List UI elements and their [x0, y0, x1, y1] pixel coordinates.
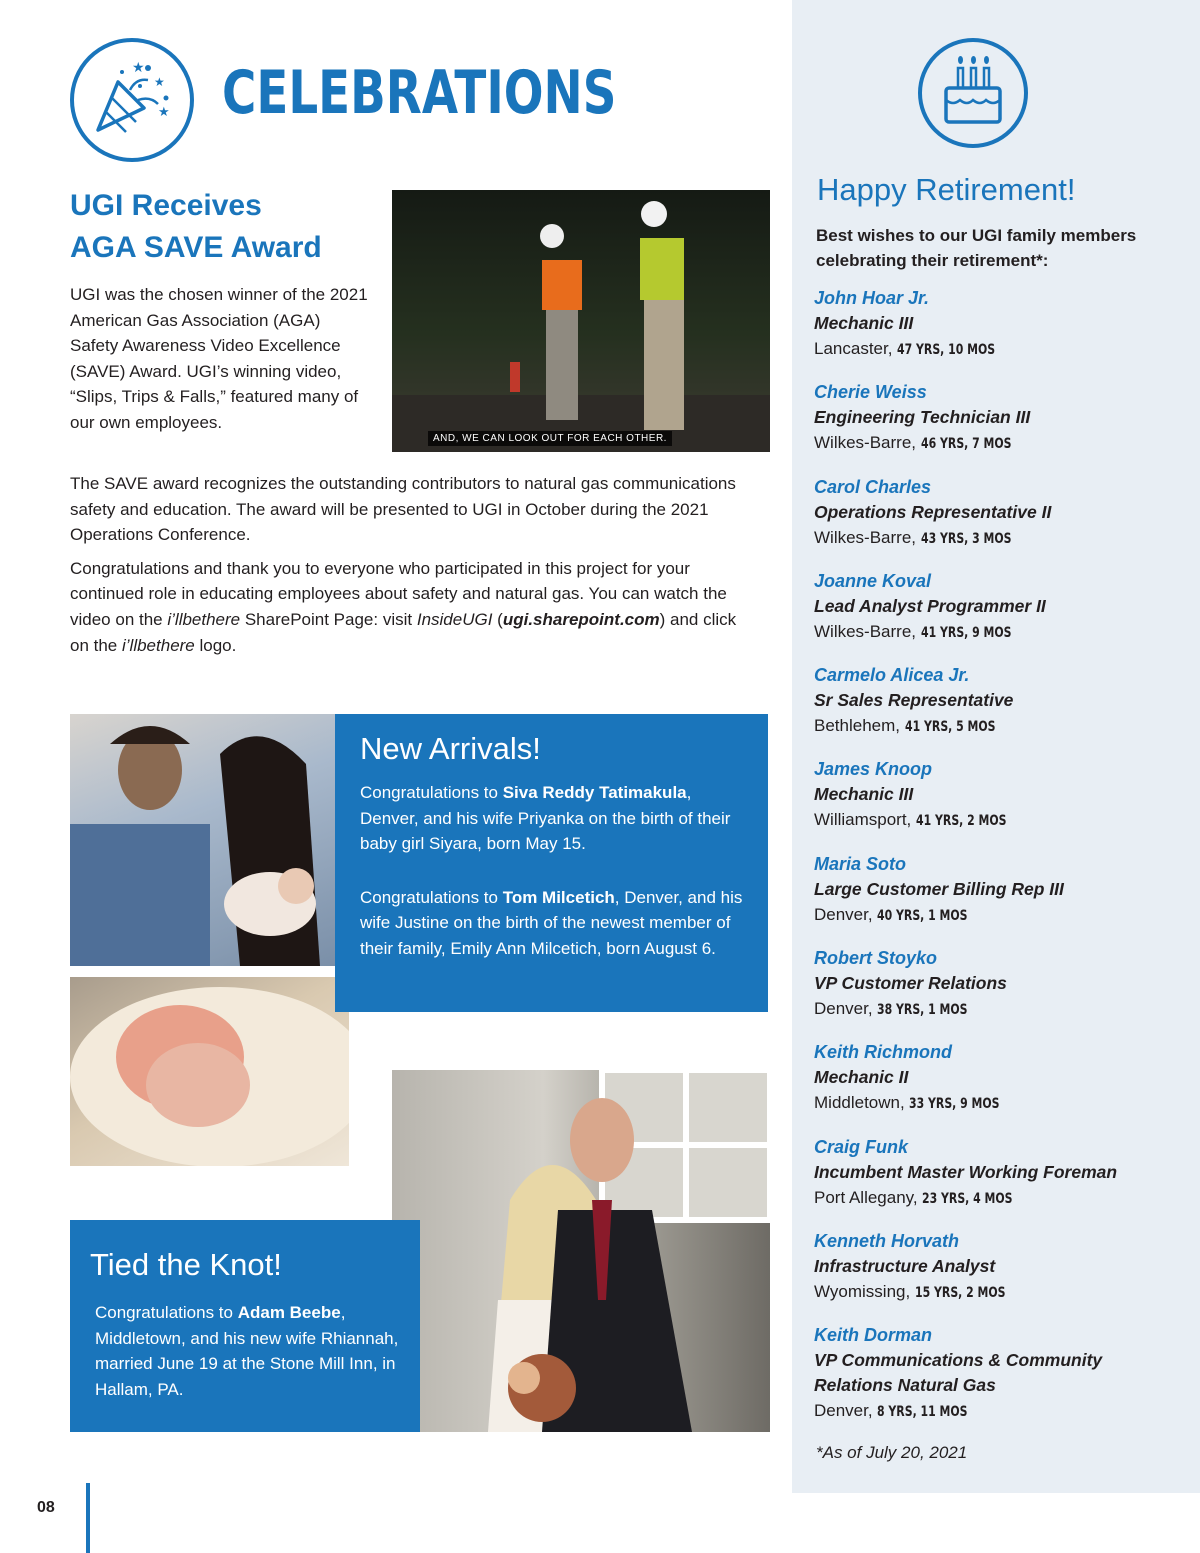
- award-intro-text: UGI was the chosen winner of the 2021 American Gas Association (AGA) Safety Awareness Video Excellence (SAVE) Award. UGI’s winning video, “Slips, Trips & Falls,” featured many of our own employees.: [70, 285, 368, 432]
- page-title: CELEBRATIONS: [222, 58, 617, 128]
- new-arrivals-panel: [335, 714, 768, 1012]
- retiree-entry: [814, 1135, 1184, 1229]
- retiree-name: Joanne Koval: [814, 570, 932, 591]
- retiree-title: Mechanic III: [814, 784, 914, 805]
- workers-video-still: [392, 190, 770, 452]
- award-body: [70, 471, 750, 666]
- award-paragraph-1: The SAVE award recognizes the outstanding contributors to natural gas communications safety and education. The award will be presented to UGI in October during the 2021 Operations Conference.: [70, 474, 736, 545]
- retirement-footnote: *As of July 20, 2021: [816, 1443, 968, 1462]
- retiree-name: Carol Charles: [814, 476, 932, 497]
- retiree-entry: [814, 757, 1184, 851]
- retiree-location: Denver, 8 YRS, 11 MOS: [814, 1398, 1184, 1425]
- award-paragraph-2: Congratulations and thank you to everyone who participated in this project for your continued role in educating employees about safety and natural gas. You can watch the video on the i’llbethere SharePoint Page: visit InsideUGI (ugi.sharepoint.com) and click on the i’llbethere logo.: [70, 558, 737, 655]
- retiree-name: Carmelo Alicea Jr.: [814, 665, 970, 686]
- retiree-service-years: 41 YRS, 5 MOS: [904, 719, 996, 736]
- retiree-title: Incumbent Master Working Foreman: [814, 1161, 1118, 1182]
- retiree-title: Sr Sales Representative: [814, 690, 1014, 711]
- svg-text:★: ★: [158, 104, 170, 119]
- family-photo: [70, 714, 335, 966]
- retiree-name: Maria Soto: [814, 853, 907, 874]
- retiree-location: Williamsport, 41 YRS, 2 MOS: [814, 807, 1184, 834]
- retiree-title: Engineering Technician III: [814, 407, 1031, 428]
- retiree-title: VP Customer Relations: [814, 973, 1007, 994]
- retiree-location: Wilkes-Barre, 43 YRS, 3 MOS: [814, 525, 1184, 552]
- arrival-announcement: Congratulations to Siva Reddy Tatimakula, Denver, and his wife Priyanka on the birth of their baby girl Siyara, born May 15.: [360, 783, 731, 854]
- retiree-service-years: 46 YRS, 7 MOS: [920, 436, 1012, 453]
- retiree-title: Infrastructure Analyst: [814, 1255, 996, 1276]
- birthday-cake-icon: [918, 38, 1028, 148]
- workers-illustration: [392, 190, 770, 452]
- svg-text:★: ★: [154, 75, 165, 89]
- retiree-location: Denver, 38 YRS, 1 MOS: [814, 996, 1184, 1023]
- retiree-name: John Hoar Jr.: [814, 288, 930, 308]
- retiree-service-years: 41 YRS, 9 MOS: [920, 624, 1012, 641]
- retiree-service-years: 15 YRS, 2 MOS: [914, 1284, 1006, 1301]
- retiree-location: Bethlehem, 41 YRS, 5 MOS: [814, 713, 1184, 740]
- arrival-announcement: Congratulations to Tom Milcetich, Denver, and his wife Justine on the birth of the newest member of their family, Emily Ann Milcetich, born August 6.: [360, 887, 743, 958]
- retiree-service-years: 23 YRS, 4 MOS: [922, 1190, 1013, 1207]
- retiree-entry: [814, 946, 1184, 1040]
- retiree-entry: [814, 663, 1184, 757]
- retiree-service-years: 38 YRS, 1 MOS: [877, 1002, 968, 1019]
- retiree-service-years: 33 YRS, 9 MOS: [909, 1096, 1001, 1113]
- retiree-title: VP Communications & Community Relations Natural Gas: [814, 1350, 1103, 1396]
- page-number: 08: [37, 1499, 55, 1516]
- retiree-location: Port Allegany, 23 YRS, 4 MOS: [814, 1185, 1184, 1212]
- page-divider: [86, 1483, 90, 1553]
- new-arrivals-heading: New Arrivals!: [360, 731, 541, 766]
- retiree-entry: [814, 1040, 1184, 1134]
- newborn-photo: [70, 977, 349, 1166]
- retiree-service-years: 40 YRS, 1 MOS: [877, 907, 968, 924]
- award-heading: UGI Receives AGA SAVE Award: [70, 189, 322, 264]
- retiree-entry: [814, 286, 1184, 380]
- retirement-heading: Happy Retirement!: [817, 172, 1076, 207]
- retiree-name: James Knoop: [814, 759, 933, 780]
- wedding-photo: [392, 1070, 770, 1432]
- retiree-location: Wilkes-Barre, 41 YRS, 9 MOS: [814, 619, 1184, 646]
- retiree-entry: [814, 475, 1184, 569]
- retiree-service-years: 41 YRS, 2 MOS: [916, 813, 1007, 830]
- retiree-name: Robert Stoyko: [814, 948, 938, 969]
- retiree-service-years: 8 YRS, 11 MOS: [877, 1404, 968, 1421]
- retiree-location: Lancaster, 47 YRS, 10 MOS: [814, 336, 1184, 363]
- retiree-title: Mechanic II: [814, 1067, 909, 1088]
- video-caption: AND, WE CAN LOOK OUT FOR EACH OTHER.: [428, 431, 672, 446]
- retiree-service-years: 47 YRS, 10 MOS: [897, 342, 996, 358]
- retiree-name: Cherie Weiss: [814, 382, 927, 403]
- retiree-name: Keith Dorman: [814, 1325, 933, 1346]
- tied-the-knot-heading: Tied the Knot!: [90, 1247, 282, 1282]
- retiree-entry: [814, 569, 1184, 663]
- retiree-title: Large Customer Billing Rep III: [814, 878, 1064, 899]
- retiree-location: Middletown, 33 YRS, 9 MOS: [814, 1090, 1184, 1117]
- retiree-name: Kenneth Horvath: [814, 1230, 960, 1251]
- retiree-location: Denver, 40 YRS, 1 MOS: [814, 902, 1184, 929]
- retiree-entry: [814, 380, 1184, 474]
- retiree-title: Operations Representative II: [814, 501, 1052, 522]
- retiree-entry: [814, 1323, 1184, 1443]
- party-popper-icon: [70, 38, 194, 162]
- retiree-service-years: 43 YRS, 3 MOS: [920, 530, 1012, 547]
- svg-text:★: ★: [132, 59, 145, 75]
- retiree-title: Lead Analyst Programmer II: [814, 595, 1046, 616]
- retiree-location: Wyomissing, 15 YRS, 2 MOS: [814, 1279, 1184, 1306]
- sharepoint-link[interactable]: ugi.sharepoint.com: [502, 609, 660, 629]
- retiree-location: Wilkes-Barre, 46 YRS, 7 MOS: [814, 430, 1184, 457]
- retiree-entry: [814, 852, 1184, 946]
- retiree-title: Mechanic III: [814, 313, 914, 333]
- tied-the-knot-panel: [70, 1220, 420, 1432]
- retiree-name: Craig Funk: [814, 1136, 909, 1157]
- retirement-intro: Best wishes to our UGI family members celebrating their retirement*:: [816, 226, 1137, 270]
- wedding-announcement: Congratulations to Adam Beebe, Middletown, and his new wife Rhiannah, married June 19 at the Stone Mill Inn, in Hallam, PA.: [95, 1303, 399, 1399]
- retiree-entry: [814, 1229, 1184, 1323]
- retiree-name: Keith Richmond: [814, 1042, 952, 1063]
- retiree-list: [814, 286, 1184, 1443]
